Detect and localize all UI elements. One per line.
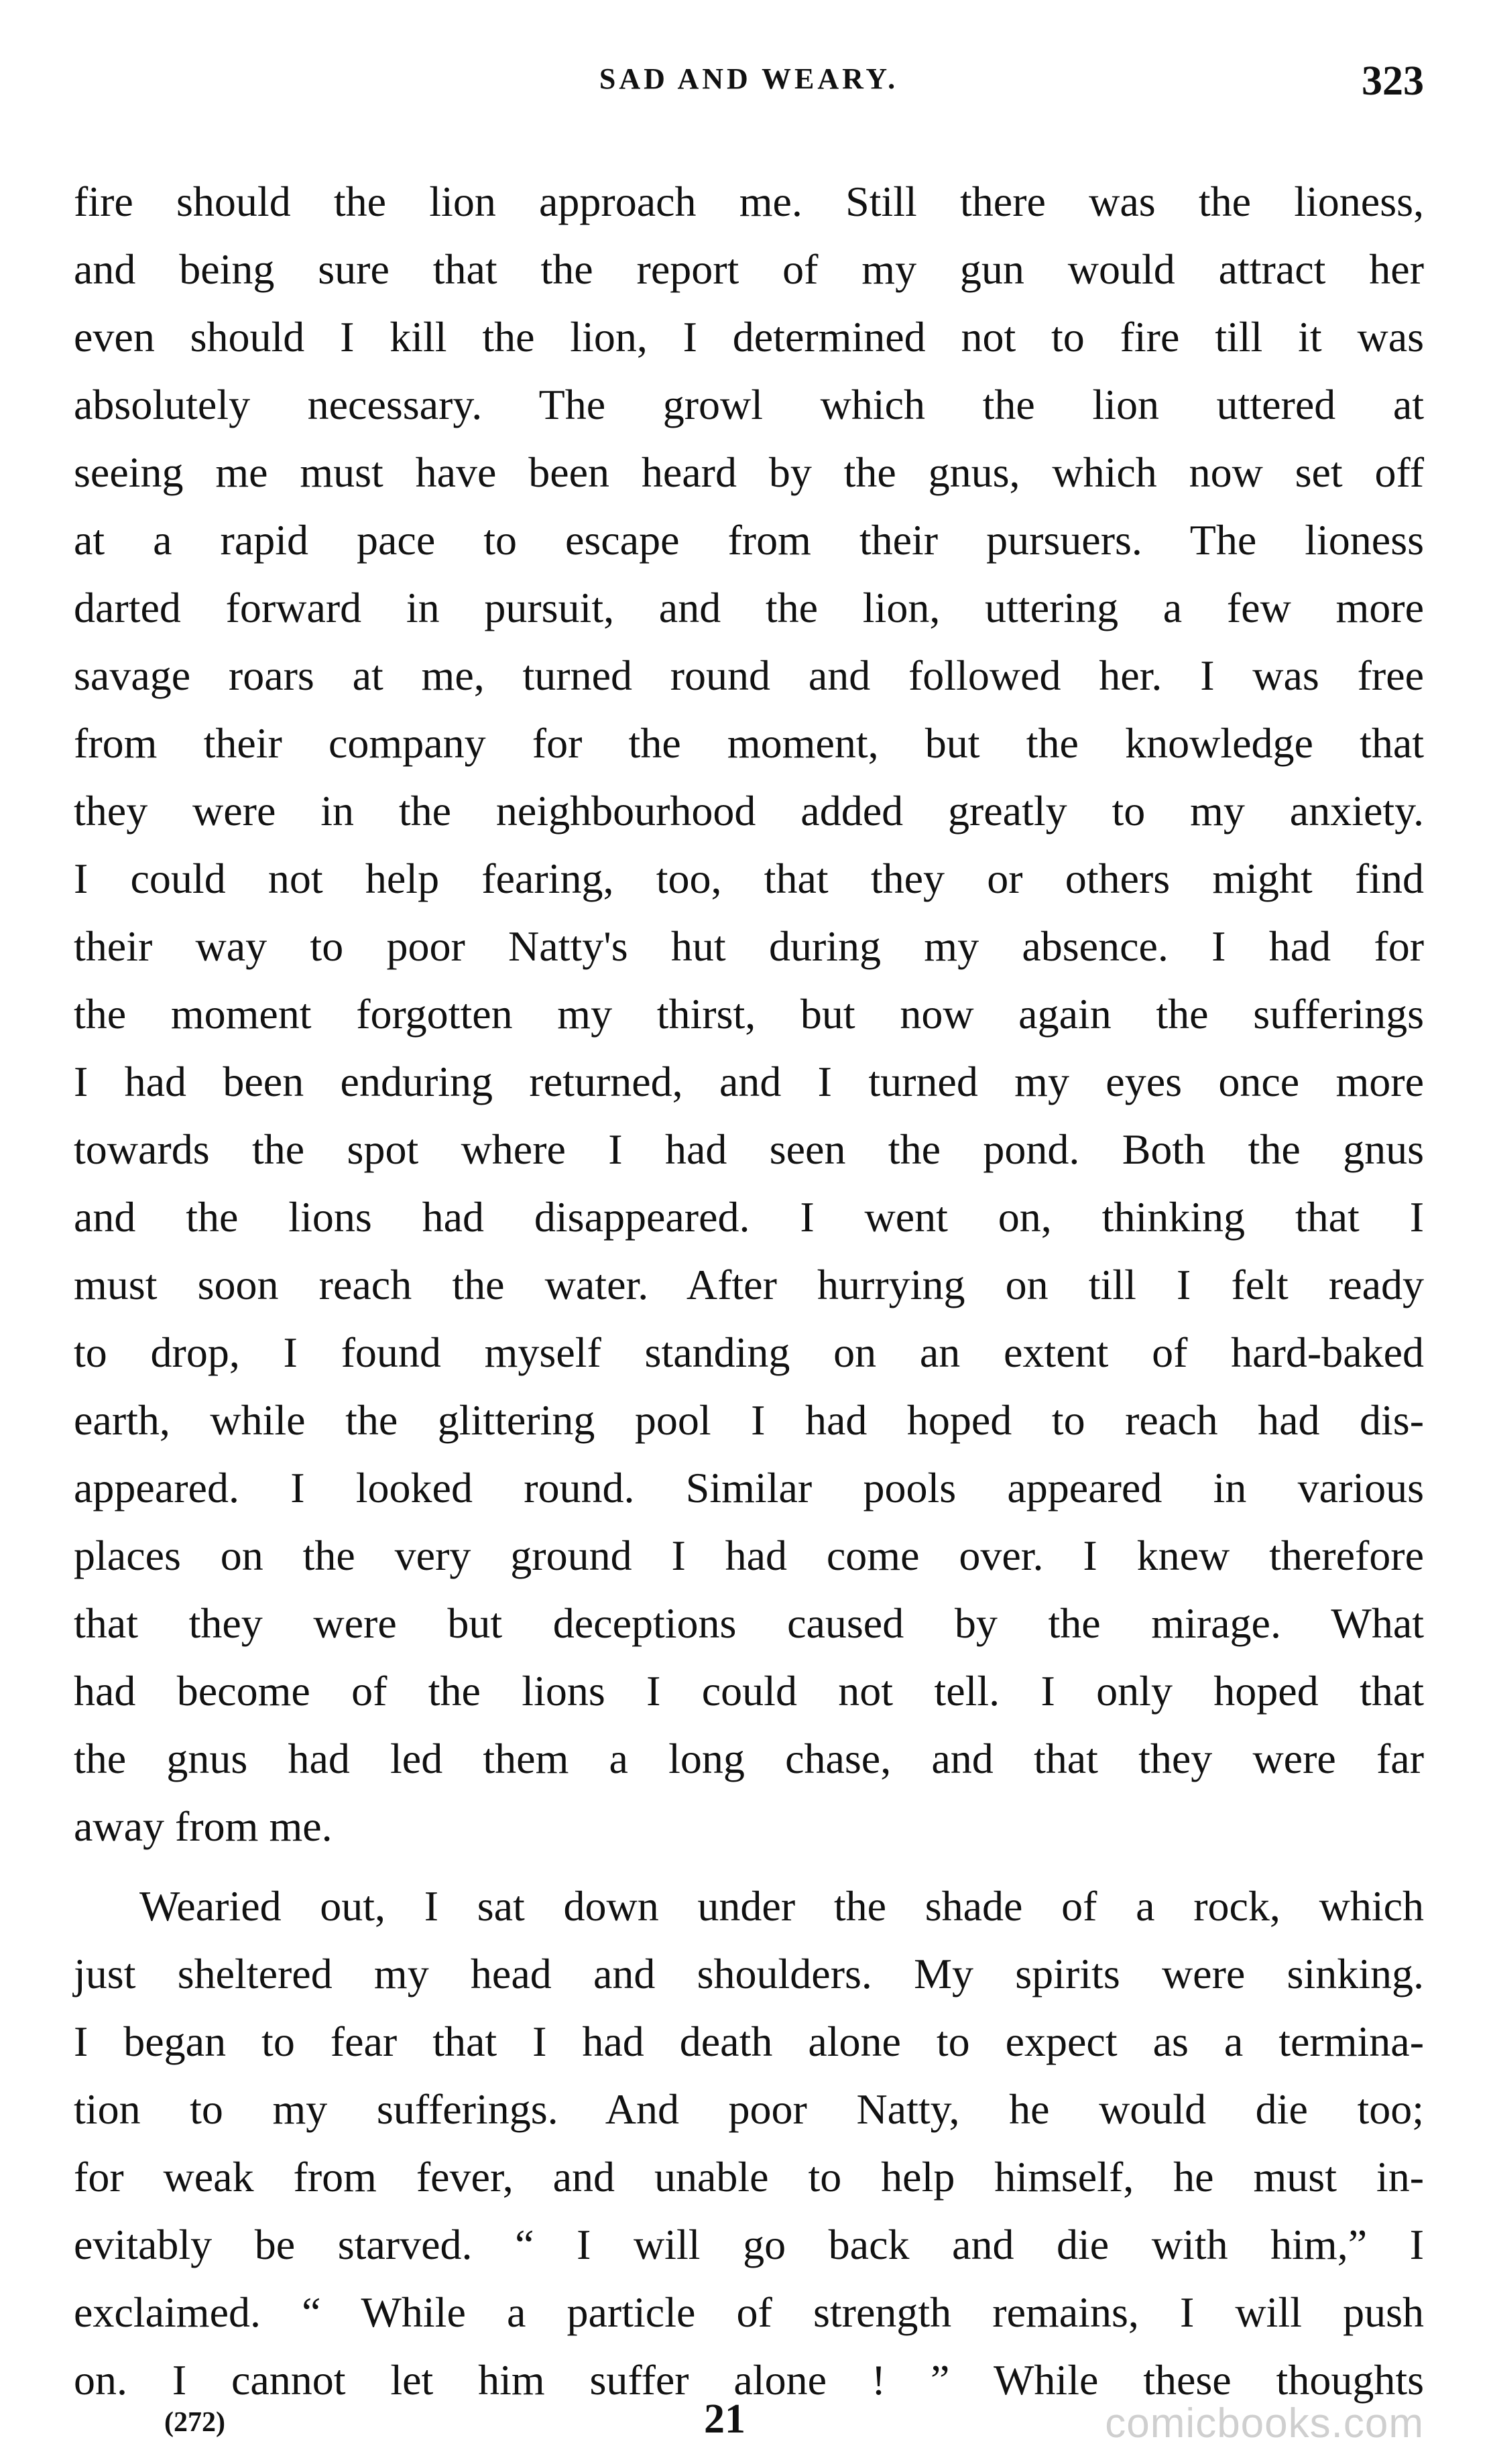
paragraph xyxy=(74,168,1424,1860)
text-line: earth, while the glittering pool I had hoped to reach had dis- xyxy=(74,1396,1424,1444)
text-line: on. I cannot let him suffer alone ! ” While these thoughts xyxy=(74,2356,1424,2404)
text-line: evitably be starved. “ I will go back and die with him,” I xyxy=(74,2221,1424,2268)
text-line: exclaimed. “ While a particle of strength remains, I will push xyxy=(74,2288,1424,2336)
text-line: absolutely necessary. The growl which the lion uttered at xyxy=(74,381,1424,428)
text-line: towards the spot where I had seen the pond. Both the gnus xyxy=(74,1125,1424,1173)
text-line: and the lions had disappeared. I went on, thinking that I xyxy=(74,1193,1424,1241)
text-line: must soon reach the water. After hurrying on till I felt ready xyxy=(74,1261,1424,1308)
text-line: places on the very ground I had come over. I knew therefore xyxy=(74,1532,1424,1579)
text-line: even should I kill the lion, I determined not to fire till it was xyxy=(74,313,1424,361)
text-line: Wearied out, I sat down under the shade of a rock, which xyxy=(139,1882,1424,1930)
signature-mark: (272) xyxy=(164,2407,225,2438)
paragraph xyxy=(74,1872,1424,2414)
text-line: and being sure that the report of my gun would attract her xyxy=(74,245,1424,293)
text-line: they were in the neighbourhood added greatly to my anxiety. xyxy=(74,787,1424,835)
text-line: for weak from fever, and unable to help himself, he must in- xyxy=(74,2153,1424,2201)
text-line: the moment forgotten my thirst, but now again the sufferings xyxy=(74,990,1424,1038)
text-line: I could not help fearing, too, that they or others might find xyxy=(74,855,1424,902)
text-line: darted forward in pursuit, and the lion, uttering a few more xyxy=(74,584,1424,631)
text-line: to drop, I found myself standing on an extent of hard-baked xyxy=(74,1329,1424,1376)
text-line: appeared. I looked round. Similar pools appeared in various xyxy=(74,1464,1424,1512)
page-number: 323 xyxy=(1362,58,1424,104)
watermark-logo: comicbooks.com xyxy=(1105,2400,1424,2447)
body-text xyxy=(74,168,1424,2414)
text-line: tion to my sufferings. And poor Natty, he would die too; xyxy=(74,2085,1424,2133)
text-line: their way to poor Natty's hut during my absence. I had for xyxy=(74,922,1424,970)
text-line: that they were but deceptions caused by the mirage. What xyxy=(74,1599,1424,1647)
page-footer xyxy=(74,2396,1424,2447)
text-line: away from me. xyxy=(74,1802,333,1850)
text-line: fire should the lion approach me. Still there was the lioness, xyxy=(74,178,1424,225)
text-line: I had been enduring returned, and I turned my eyes once more xyxy=(74,1058,1424,1105)
text-line: the gnus had led them a long chase, and that they were far xyxy=(74,1735,1424,1782)
running-head xyxy=(74,58,1424,115)
text-line: seeing me must have been heard by the gnus, which now set off xyxy=(74,448,1424,496)
text-line: at a rapid pace to escape from their pursuers. The lioness xyxy=(74,516,1424,564)
running-title: SAD AND WEARY. xyxy=(599,62,899,95)
signature-number: 21 xyxy=(704,2396,746,2442)
text-line: had become of the lions I could not tell. I only hoped that xyxy=(74,1667,1424,1715)
text-line: from their company for the moment, but the knowledge that xyxy=(74,719,1424,767)
text-line: savage roars at me, turned round and followed her. I was free xyxy=(74,652,1424,699)
text-line: just sheltered my head and shoulders. My spirits were sinking. xyxy=(74,1950,1424,1997)
text-line: I began to fear that I had death alone to expect as a termina- xyxy=(74,2018,1424,2065)
